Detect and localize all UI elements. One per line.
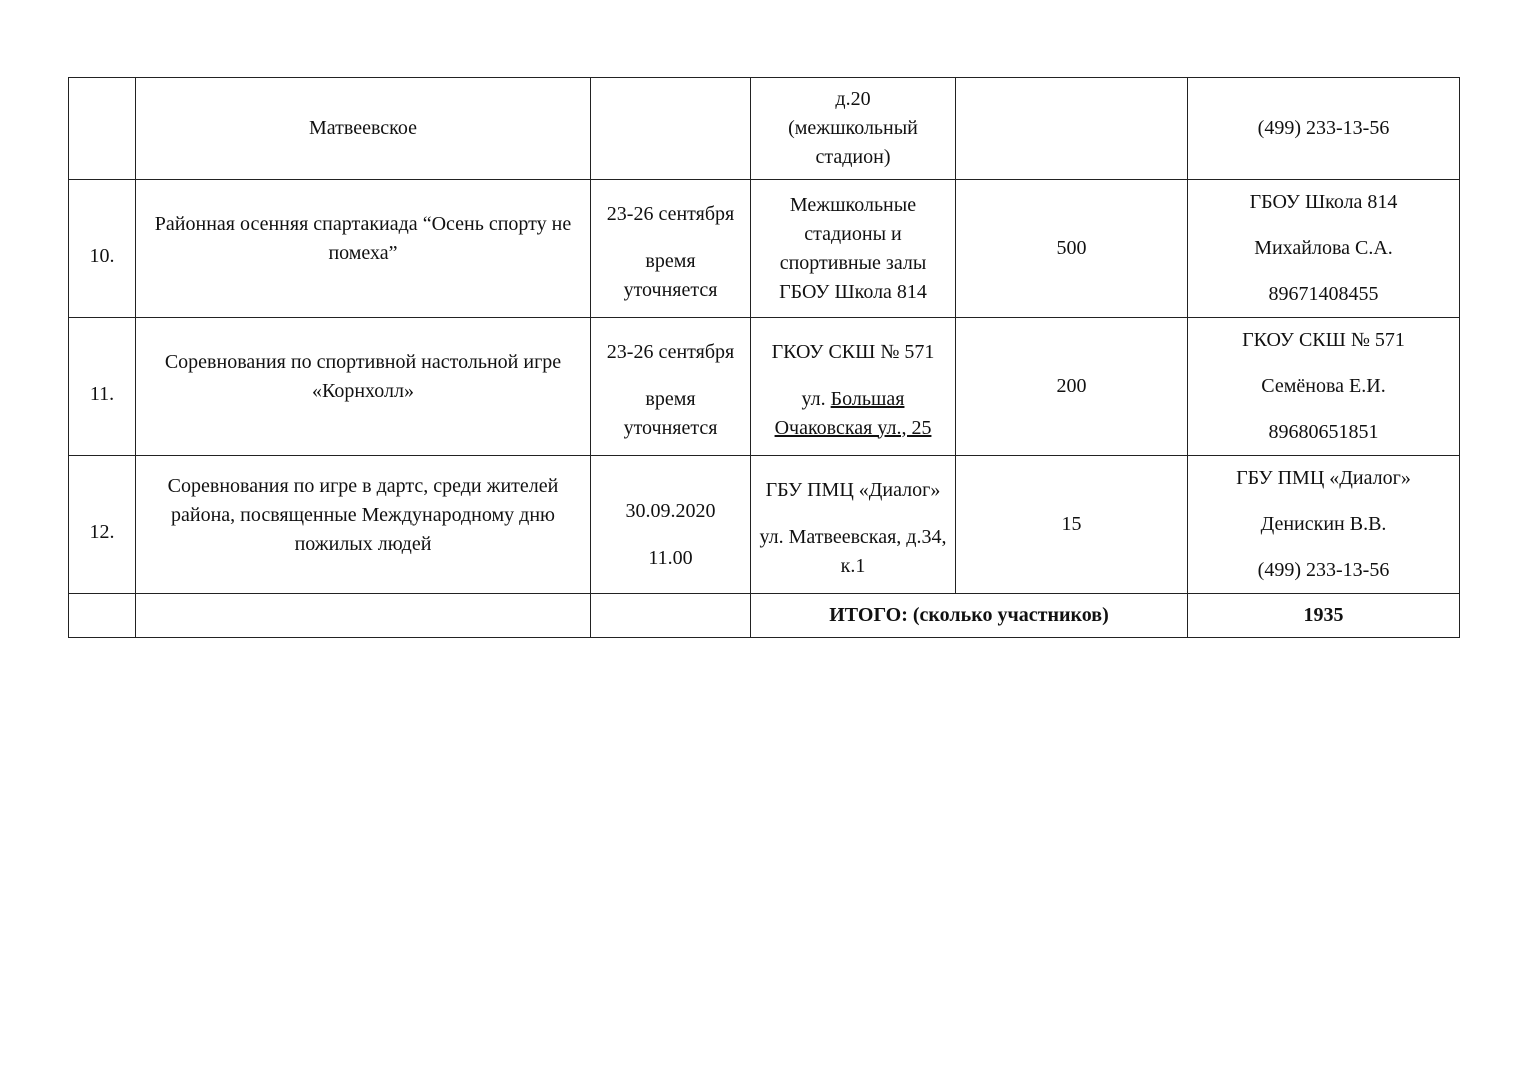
total-empty-cell xyxy=(591,594,751,638)
address-link[interactable]: Большая xyxy=(830,387,905,410)
event-contacts xyxy=(1188,456,1460,594)
total-row xyxy=(69,594,1460,638)
event-name: Матвеевское xyxy=(136,78,591,180)
event-date xyxy=(591,318,751,456)
participants-count: 200 xyxy=(956,318,1188,456)
event-time-value: 11.00 xyxy=(648,546,693,569)
address-link[interactable]: Очаковская ул., 25 xyxy=(774,416,932,439)
event-place xyxy=(751,180,956,318)
event-name: Соревнования по спортивной настольной игре «Корнхолл» xyxy=(136,318,591,456)
contact-person: Денискин В.В. xyxy=(1260,513,1387,535)
table-row xyxy=(69,78,1460,180)
event-date-value: 30.09.2020 xyxy=(625,499,716,522)
event-place xyxy=(751,318,956,456)
participants-count xyxy=(956,78,1188,180)
place-address xyxy=(757,385,949,414)
table-row xyxy=(69,456,1460,594)
row-number: 10. xyxy=(69,180,136,318)
contact-person: Семёнова Е.И. xyxy=(1261,375,1386,397)
total-empty-cell xyxy=(69,594,136,638)
address-prefix: ул. xyxy=(801,387,826,410)
event-name: Соревнования по игре в дартс, среди жителей района, посвященные Международному дню пожилых людей xyxy=(136,456,591,594)
row-number: 12. xyxy=(69,456,136,594)
events-table xyxy=(68,77,1460,638)
place-line: спортивные залы xyxy=(779,251,927,274)
contact-phone: 89671408455 xyxy=(1268,283,1379,305)
place-line: (межшкольный xyxy=(788,117,918,139)
event-date-range: 23-26 сентября xyxy=(606,202,735,225)
event-time-note: время уточняется xyxy=(623,387,718,439)
event-contacts xyxy=(1188,318,1460,456)
total-value: 1935 xyxy=(1188,594,1460,638)
event-date xyxy=(591,78,751,180)
table-row xyxy=(69,180,1460,318)
event-date xyxy=(591,180,751,318)
row-number: 11. xyxy=(69,318,136,456)
place-line: стадион) xyxy=(815,146,891,168)
event-contacts xyxy=(1188,78,1460,180)
place-line: стадионы и xyxy=(804,222,902,245)
total-empty-cell xyxy=(136,594,591,638)
contact-organization: ГКОУ СКШ № 571 xyxy=(1242,329,1405,351)
event-place xyxy=(751,456,956,594)
contact-phone: (499) 233-13-56 xyxy=(1257,559,1390,581)
place-line: Межшкольные xyxy=(789,193,917,216)
event-time-note: время уточняется xyxy=(623,249,718,301)
place-line: д.20 xyxy=(835,88,871,110)
event-contacts xyxy=(1188,180,1460,318)
contact-phone: (499) 233-13-56 xyxy=(1257,117,1390,139)
contact-person: Михайлова С.А. xyxy=(1254,237,1393,259)
place-line: ГБОУ Школа 814 xyxy=(779,280,927,303)
event-name: Районная осенняя спартакиада “Осень спорту не помеха” xyxy=(136,180,591,318)
participants-count: 500 xyxy=(956,180,1188,318)
place-title: ГБУ ПМЦ «Диалог» xyxy=(765,478,941,501)
contact-phone: 89680651851 xyxy=(1268,421,1379,443)
place-address: ул. Матвеевская, д.34, к.1 xyxy=(759,525,947,577)
event-date-range: 23-26 сентября xyxy=(606,340,735,363)
total-label: ИТОГО: (сколько участников) xyxy=(751,594,1188,638)
event-date xyxy=(591,456,751,594)
contact-organization: ГБУ ПМЦ «Диалог» xyxy=(1236,467,1411,489)
table-row xyxy=(69,318,1460,456)
place-title: ГКОУ СКШ № 571 xyxy=(771,340,935,363)
row-number xyxy=(69,78,136,180)
participants-count: 15 xyxy=(956,456,1188,594)
event-place xyxy=(751,78,956,180)
contact-organization: ГБОУ Школа 814 xyxy=(1249,191,1398,213)
